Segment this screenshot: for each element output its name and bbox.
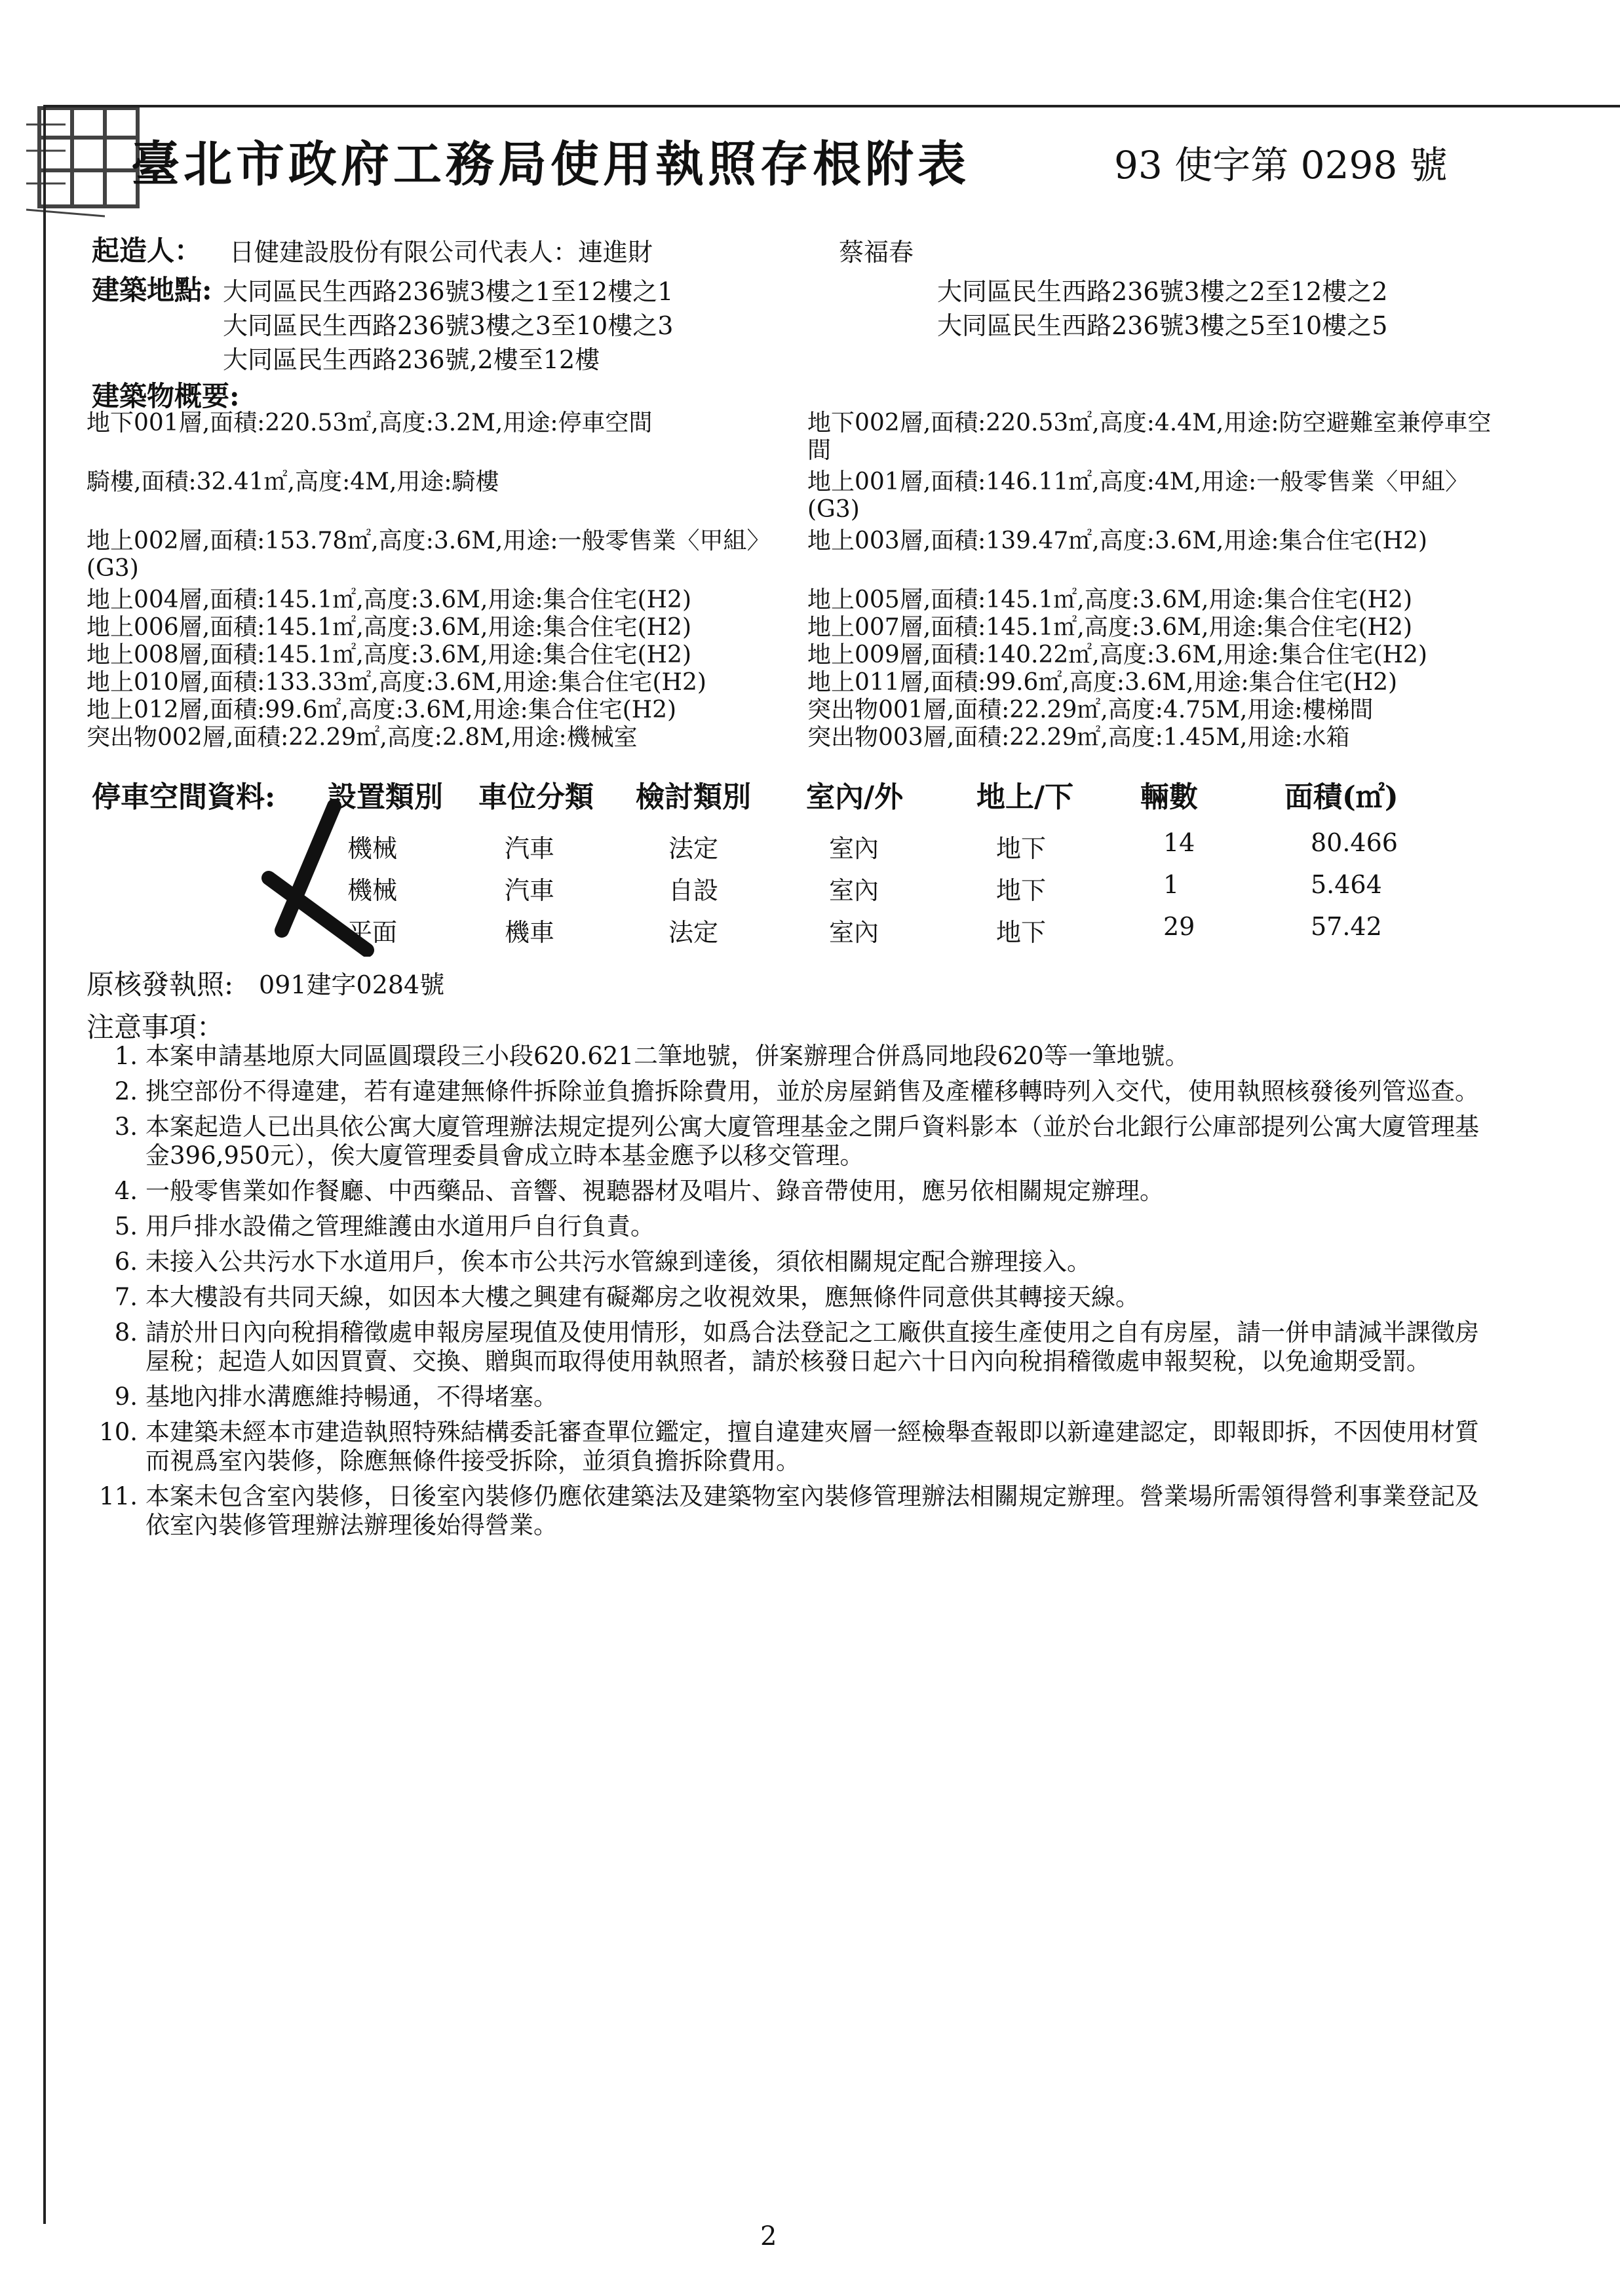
note-number: 10.: [99, 1418, 138, 1446]
floor-entry: 突出物003層,面積:22.29㎡,高度:1.45M,用途:水箱: [807, 724, 1350, 751]
floor-row: [87, 527, 1495, 583]
parking-cell: 自設: [668, 876, 719, 905]
note-number: 7.: [114, 1283, 138, 1311]
parking-cell: 機械: [347, 834, 398, 863]
note-text: 用戶排水設備之管理維護由水道用戶自行負責。: [145, 1212, 655, 1240]
page-number: 2: [760, 2221, 777, 2251]
parking-header-cell: 檢討類別: [636, 780, 751, 814]
parking-header-cell: 面積(㎡): [1284, 780, 1398, 814]
site-label: 建築地點:: [92, 274, 212, 306]
parking-cell: 5.464: [1311, 870, 1382, 899]
note-text: 本案起造人已出具依公寓大廈管理辦法規定提列公寓大廈管理基金之開戶資料影本（並於台北銀行公庫部提列公寓大廈管理基金396,950元），俟大廈管理委員會成立時本基金應予以移交管理。: [145, 1113, 1479, 1170]
site-address-3: 大同區民生西路236號3樓之3至10樓之3: [223, 311, 674, 340]
parking-cell: 室內: [829, 918, 879, 947]
note-number: 2.: [114, 1077, 138, 1105]
document-title: 臺北市政府工務局使用執照存根附表: [131, 136, 970, 193]
parking-cell: 57.42: [1311, 912, 1382, 941]
note-text: 本建築未經本市建造執照特殊結構委託審查單位鑑定，擅自違建夾層一經檢舉查報即以新違建認定，即報即拆，不因使用材質而視爲室內裝修，除應無條件接受拆除，並須負擔拆除費用。: [145, 1418, 1479, 1475]
floor-row: [87, 614, 1495, 641]
note-number: 4.: [114, 1177, 138, 1205]
site-address-4: 大同區民生西路236號3樓之5至10樓之5: [937, 311, 1388, 340]
notes-label: 注意事項：: [87, 1011, 225, 1043]
note-number: 1.: [114, 1042, 138, 1070]
document-number: 93 使字第 0298 號: [1114, 143, 1448, 187]
floor-entry: 地上010層,面積:133.33㎡,高度:3.6M,用途:集合住宅(H2): [87, 669, 706, 696]
floor-row: [87, 641, 1495, 669]
note-number: 3.: [114, 1113, 138, 1141]
floor-entry: 地上001層,面積:146.11㎡,高度:4M,用途:一般零售業〈甲組〉(G3): [807, 469, 1469, 523]
original-license-label: 原核發執照:: [87, 968, 234, 1001]
parking-cell: 1: [1163, 870, 1180, 899]
floor-row: [87, 410, 1495, 465]
note-text: 一般零售業如作餐廳、中西藥品、音響、視聽器材及唱片、錄音帶使用，應另依相關規定辦理。: [145, 1177, 1164, 1205]
parking-header-cell: 設置類別: [328, 780, 443, 814]
floor-entry: 地上003層,面積:139.47㎡,高度:3.6M,用途:集合住宅(H2): [807, 527, 1427, 554]
floor-entry: 地上005層,面積:145.1㎡,高度:3.6M,用途:集合住宅(H2): [807, 586, 1412, 613]
floor-entry: 地上011層,面積:99.6㎡,高度:3.6M,用途:集合住宅(H2): [807, 669, 1398, 696]
note-text: 本案未包含室內裝修，日後室內裝修仍應依建築法及建築物室內裝修管理辦法相關規定辦理。營業場所需領得營利事業登記及依室內裝修管理辦法辦理後始得營業。: [145, 1482, 1479, 1539]
note-item: [98, 1383, 1494, 1411]
site-address-1: 大同區民生西路236號3樓之1至12樓之1: [223, 277, 674, 306]
floor-entry: 地上012層,面積:99.6㎡,高度:3.6M,用途:集合住宅(H2): [87, 697, 677, 723]
builder-label: 起造人：: [92, 235, 202, 267]
note-text: 本案申請基地原大同區圓環段三小段620.621二筆地號，併案辦理合併爲同地段620等一筆地號。: [145, 1042, 1189, 1070]
note-item: [98, 1318, 1494, 1376]
note-number: 8.: [114, 1318, 138, 1347]
note-text: 挑空部份不得違建，若有違建無條件拆除並負擔拆除費用，並於房屋銷售及產權移轉時列入交代，使用執照核發後列管巡查。: [145, 1077, 1479, 1105]
note-item: [98, 1482, 1494, 1540]
parking-header-cell: 車位分類: [478, 780, 594, 814]
floor-row: [87, 586, 1495, 614]
floor-entry: 地上009層,面積:140.22㎡,高度:3.6M,用途:集合住宅(H2): [807, 641, 1427, 668]
floor-entry: 地上008層,面積:145.1㎡,高度:3.6M,用途:集合住宅(H2): [87, 641, 691, 668]
parking-cell: 機械: [347, 876, 398, 905]
note-text: 未接入公共污水下水道用戶，俟本市公共污水管線到達後，須依相關規定配合辦理接入。: [145, 1248, 1091, 1276]
summary-label: 建築物概要:: [92, 380, 240, 412]
floor-entry: 地下002層,面積:220.53㎡,高度:4.4M,用途:防空避難室兼停車空間: [807, 410, 1492, 464]
builder-value: 日健建設股份有限公司代表人：連進財: [229, 238, 653, 267]
handwritten-mark: [256, 799, 380, 957]
floor-entry: 地上007層,面積:145.1㎡,高度:3.6M,用途:集合住宅(H2): [807, 614, 1412, 641]
note-item: [98, 1418, 1494, 1476]
parking-header-cell: 輛數: [1140, 780, 1198, 814]
notes-list: [98, 1042, 1494, 1546]
floor-entry: 地下001層,面積:220.53㎡,高度:3.2M,用途:停車空間: [87, 410, 653, 436]
builder-second: 蔡福春: [839, 238, 914, 267]
parking-cell: 室內: [829, 834, 879, 863]
note-number: 9.: [114, 1383, 138, 1411]
note-item: [98, 1113, 1494, 1170]
parking-cell: 地下: [996, 918, 1047, 947]
note-text: 請於卅日內向稅捐稽徵處申報房屋現值及使用情形，如爲合法登記之工廠供直接生產使用之自有房屋，請一併申請減半課徵房屋稅；起造人如因買賣、交換、贈與而取得使用執照者，請於核發日起六十日內向稅捐稽徵處申報契稅，以免逾期受罰。: [145, 1318, 1479, 1375]
note-number: 11.: [99, 1482, 138, 1510]
note-item: [98, 1177, 1494, 1206]
parking-cell: 汽車: [505, 876, 555, 905]
floor-row: [87, 724, 1495, 752]
site-address-5: 大同區民生西路236號,2樓至12樓: [223, 345, 600, 374]
parking-cell: 平面: [347, 918, 398, 947]
note-number: 6.: [114, 1248, 138, 1276]
parking-cell: 地下: [996, 876, 1047, 905]
floor-summary-list: [87, 410, 1495, 752]
note-item: [98, 1248, 1494, 1276]
parking-cell: 29: [1163, 912, 1195, 941]
parking-header-cell: 地上/下: [976, 780, 1074, 814]
original-license-value: 091建字0284號: [259, 970, 445, 999]
floor-entry: 地上002層,面積:153.78㎡,高度:3.6M,用途:一般零售業〈甲組〉(G3): [87, 527, 771, 582]
note-item: [98, 1283, 1494, 1312]
parking-cell: 室內: [829, 876, 879, 905]
parking-cell: 汽車: [505, 834, 555, 863]
parking-header-cell: 室內/外: [806, 780, 904, 814]
note-item: [98, 1042, 1494, 1071]
parking-cell: 機車: [505, 918, 555, 947]
parking-cell: 法定: [668, 918, 719, 947]
floor-entry: 突出物002層,面積:22.29㎡,高度:2.8M,用途:機械室: [87, 724, 638, 751]
floor-entry: 地上004層,面積:145.1㎡,高度:3.6M,用途:集合住宅(H2): [87, 586, 691, 613]
floor-entry: 突出物001層,面積:22.29㎡,高度:4.75M,用途:樓梯間: [807, 697, 1374, 723]
parking-cell: 80.466: [1311, 828, 1398, 857]
parking-cell: 法定: [668, 834, 719, 863]
floor-entry: 騎樓,面積:32.41㎡,高度:4M,用途:騎樓: [87, 469, 499, 495]
parking-cell: 地下: [996, 834, 1047, 863]
note-number: 5.: [114, 1212, 138, 1240]
floor-row: [87, 469, 1495, 524]
parking-label: 停車空間資料:: [92, 780, 276, 814]
note-item: [98, 1212, 1494, 1241]
note-text: 本大樓設有共同天線，如因本大樓之興建有礙鄰房之收視效果，應無條件同意供其轉接天線。: [145, 1283, 1140, 1311]
floor-row: [87, 669, 1495, 697]
note-item: [98, 1077, 1494, 1106]
parking-cell: 14: [1163, 828, 1195, 857]
floor-entry: 地上006層,面積:145.1㎡,高度:3.6M,用途:集合住宅(H2): [87, 614, 691, 641]
floor-row: [87, 697, 1495, 724]
note-text: 基地內排水溝應維持暢通，不得堵塞。: [145, 1383, 558, 1411]
site-address-2: 大同區民生西路236號3樓之2至12樓之2: [937, 277, 1388, 306]
